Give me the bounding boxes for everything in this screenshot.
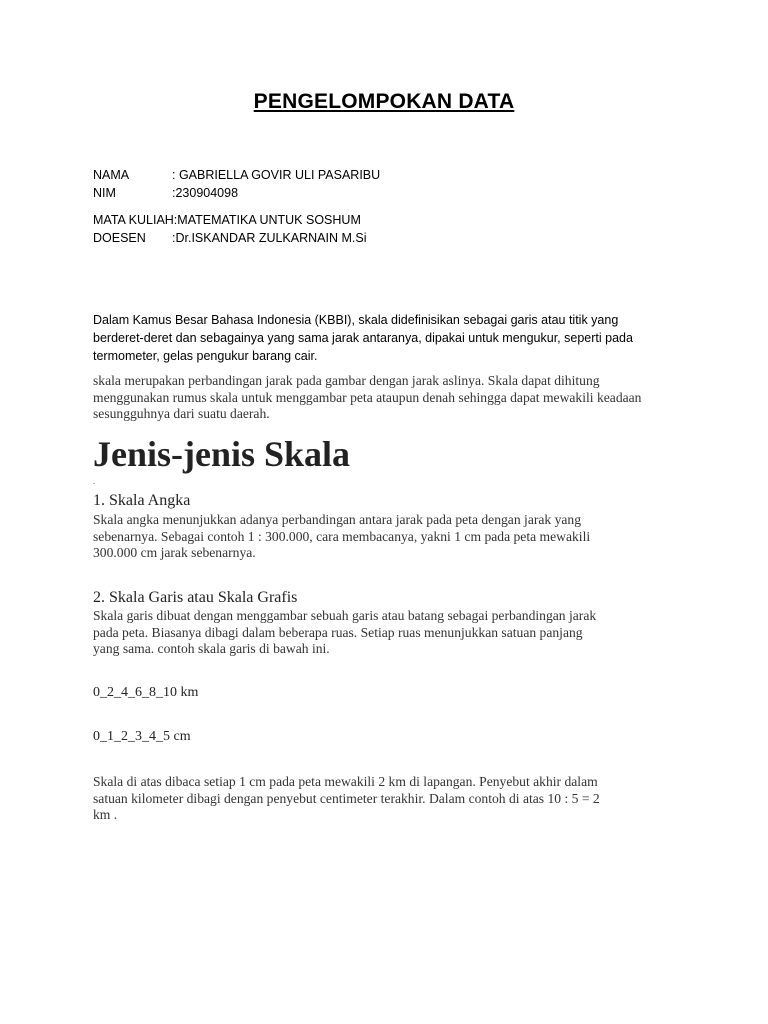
scale-example-km: 0_2_4_6_8_10 km: [93, 685, 199, 700]
paragraph-line: 300.000 cm jarak sebenarnya.: [93, 545, 256, 560]
paragraph-line: sesungguhnya dari suatu daerah.: [93, 406, 270, 421]
meta-value: MATEMATIKA UNTUK SOSHUM: [177, 213, 361, 227]
paragraph-line: pada peta. Biasanya dibagi dalam beberapa ruas. Setiap ruas menunjukkan satuan panjang: [93, 624, 583, 640]
document-title: PENGELOMPOKAN DATA: [253, 90, 515, 113]
paragraph-line: berderet-deret dan sebagainya yang sama jarak antaranya, dipakai untuk mengukur, seperti pada: [93, 331, 633, 345]
meta-value: :230904098: [172, 186, 239, 200]
course-info: [93, 211, 366, 247]
paragraph-line: Skala garis dibuat dengan menggambar sebuah garis atau batang sebagai perbandingan jarak: [93, 608, 597, 623]
meta-row-course: [93, 211, 366, 229]
paragraph-line: Skala di atas dibaca setiap 1 cm pada peta mewakili 2 km di lapangan. Penyebut akhir dalam: [93, 774, 598, 789]
item2-paragraph: [93, 608, 683, 658]
meta-label: NIM: [93, 186, 116, 200]
definition-paragraph: [93, 373, 683, 423]
meta-label: DOESEN: [93, 231, 146, 245]
paragraph-line: termometer, gelas pengukur barang cair.: [93, 349, 318, 363]
paragraph-line: km .: [93, 807, 118, 822]
meta-row-lecturer: [93, 229, 366, 247]
section-heading: Jenis-jenis Skala: [93, 434, 351, 474]
item2-heading: 2. Skala Garis atau Skala Grafis: [93, 589, 298, 606]
paragraph-line: skala merupakan perbandingan jarak pada gambar dengan jarak aslinya. Skala dapat dihitung: [93, 373, 600, 388]
meta-row-nim: [93, 184, 380, 202]
scale-example-cm: 0_1_2_3_4_5 cm: [93, 729, 191, 744]
meta-value: :Dr.ISKANDAR ZULKARNAIN M.Si: [172, 231, 367, 245]
item1-heading: 1. Skala Angka: [93, 492, 191, 509]
meta-label: NAMA: [93, 168, 130, 182]
student-info: [93, 166, 380, 202]
meta-row-name: [93, 166, 380, 184]
paragraph-line: menggunakan rumus skala untuk menggambar peta ataupun denah sehingga dapat mewakili keadaan: [93, 389, 642, 405]
section-dot: .: [93, 476, 96, 486]
intro-paragraph: [93, 311, 673, 365]
meta-value: : GABRIELLA GOVIR ULI PASARIBU: [172, 168, 381, 182]
paragraph-line: satuan kilometer dibagi dengan penyebut centimeter terakhir. Dalam contoh di atas 10 : 5 = 2: [93, 790, 600, 806]
meta-label: MATA KULIAH:: [93, 213, 178, 227]
closing-paragraph: [93, 774, 683, 824]
paragraph-line: yang sama. contoh skala garis di bawah ini.: [93, 641, 330, 656]
paragraph-line: Skala angka menunjukkan adanya perbandingan antara jarak pada peta dengan jarak yang: [93, 512, 582, 527]
paragraph-line: sebenarnya. Sebagai contoh 1 : 300.000, cara membacanya, yakni 1 cm pada peta mewakili: [93, 528, 591, 544]
paragraph-line: Dalam Kamus Besar Bahasa Indonesia (KBBI), skala didefinisikan sebagai garis atau titik yang: [93, 313, 619, 327]
item1-paragraph: [93, 512, 683, 562]
